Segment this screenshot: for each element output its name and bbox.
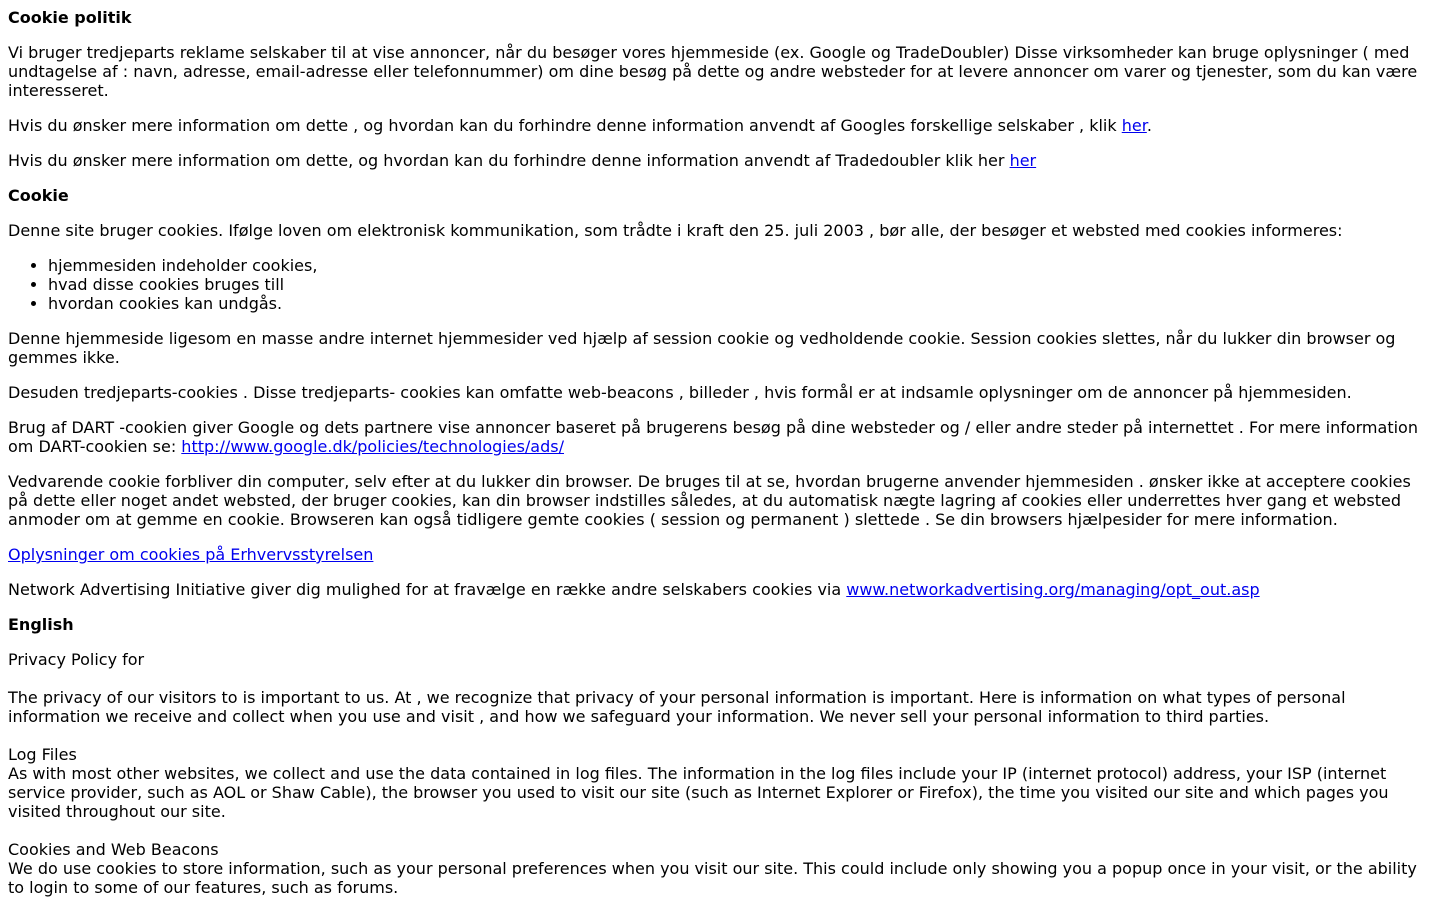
tradedoubler-info-text: Hvis du ønsker mere information om dette, og hvordan kan du forhindre denne information anvendt af Tradedoubler klik her	[8, 151, 1010, 170]
erhvervsstyrelsen-link[interactable]: Oplysninger om cookies på Erhvervsstyrelsen	[8, 545, 374, 564]
nai-text: Network Advertising Initiative giver dig mulighed for at fravælge en række andre selskabers cookies via	[8, 580, 847, 599]
privacy-policy-title: Privacy Policy for	[8, 650, 145, 669]
google-info-paragraph	[8, 116, 1432, 135]
privacy-intro-text: The privacy of our visitors to is important to us. At , we recognize that privacy of your personal information is important. Here is information on what types of personal information we receive and collect when you use and visit , and how we safeguard your information. We never sell your personal information to third parties.	[8, 688, 1346, 726]
list-item: • hvordan cookies kan undgås.	[48, 294, 1432, 313]
page-content	[0, 8, 1440, 897]
cookie-politik-heading-para	[8, 8, 1432, 27]
tradedoubler-info-link[interactable]: her	[1009, 151, 1037, 170]
cookie-heading: Cookie	[8, 186, 69, 205]
session-cookie-paragraph: Denne hjemmeside ligesom en masse andre internet hjemmesider ved hjælp af session cookie og vedholdende cookie. Session cookies slettes, når du lukker din browser og gemmes ikke.	[8, 329, 1396, 367]
google-info-link[interactable]: her	[1121, 116, 1147, 135]
dart-cookie-link[interactable]: http://www.google.dk/policies/technologies/ads/	[181, 437, 564, 456]
tradedoubler-info-paragraph	[8, 151, 1432, 170]
cookie-heading-para	[8, 186, 1432, 205]
third-party-ads-paragraph: Vi bruger tredjeparts reklame selskaber til at vise annoncer, når du besøger vores hjemmeside (ex. Google og TradeDoubler) Disse virksomheder kan bruge oplysninger ( med undtagelse af : navn, adresse, email-adresse eller telefonnummer) om dine besøg på dette og andre websteder for at levere annoncer om varer og tjenester, som du kan være interesseret.	[8, 43, 1418, 100]
persistent-cookie-paragraph: Vedvarende cookie forbliver din computer, selv efter at du lukker din browser. De bruges til at se, hvordan brugerne anvender hjemmesiden . ønsker ikke at acceptere cookies på dette eller noget andet websted, der bruger cookies, kan din browser indstilles således, at du automatisk nægte lagring af cookies eller underrettes hver gang et websted anmoder om at gemme en cookie. Browseren kan også tidligere gemte cookies ( session og permanent ) slettede . Se din browsers hjælpesider for mere information.	[8, 472, 1411, 529]
google-info-text: Hvis du ønsker mere information om dette , og hvordan kan du forhindre denne information anvendt af Googles forskellige selskaber , klik	[8, 116, 1122, 135]
dart-cookie-paragraph	[8, 418, 1432, 456]
nai-paragraph	[8, 580, 1432, 599]
nai-opt-out-link[interactable]: www.networkadvertising.org/managing/opt_out.asp	[846, 580, 1260, 599]
list-item: • hvad disse cookies bruges till	[48, 275, 1432, 294]
erhverv-paragraph	[8, 545, 1432, 564]
cookie-politik-heading: Cookie politik	[8, 8, 132, 27]
log-files-text: As with most other websites, we collect and use the data contained in log files. The information in the log files include your IP (internet protocol) address, your ISP (internet service provider, such as AOL or Shaw Cable), the browser you used to visit our site (such as Internet Explorer or Firefox), the time you visited our site and which pages you visited throughout our site.	[8, 764, 1389, 821]
third-party-cookie-paragraph: Desuden tredjeparts-cookies . Disse tredjeparts- cookies kan omfatte web-beacons , billeder , hvis formål er at indsamle oplysninger om de annoncer på hjemmesiden.	[8, 383, 1352, 402]
cookies-web-beacons-text: We do use cookies to store information, such as your personal preferences when you visit our site. This could include only showing you a popup once in your visit, or the ability to login to some of our features, such as forums.	[8, 859, 1417, 897]
cookie-info-list	[8, 256, 1432, 313]
dart-cookie-text: Brug af DART -cookien giver Google og dets partnere vise annoncer baseret på brugerens besøg på dine websteder og / eller andre steder på internettet . For mere information om DART-cookien se:	[8, 418, 1418, 456]
cookie-intro-paragraph: Denne site bruger cookies. Ifølge loven om elektronisk kommunikation, som trådte i kraft den 25. juli 2003 , bør alle, der besøger et websted med cookies informeres:	[8, 221, 1343, 240]
cookies-web-beacons-title: Cookies and Web Beacons	[8, 840, 219, 859]
log-files-title: Log Files	[8, 745, 77, 764]
google-info-suffix: .	[1146, 116, 1152, 135]
english-heading: English	[8, 615, 74, 634]
list-item: • hjemmesiden indeholder cookies,	[48, 256, 1432, 275]
english-heading-para	[8, 615, 1432, 634]
privacy-policy-block	[8, 650, 1432, 897]
